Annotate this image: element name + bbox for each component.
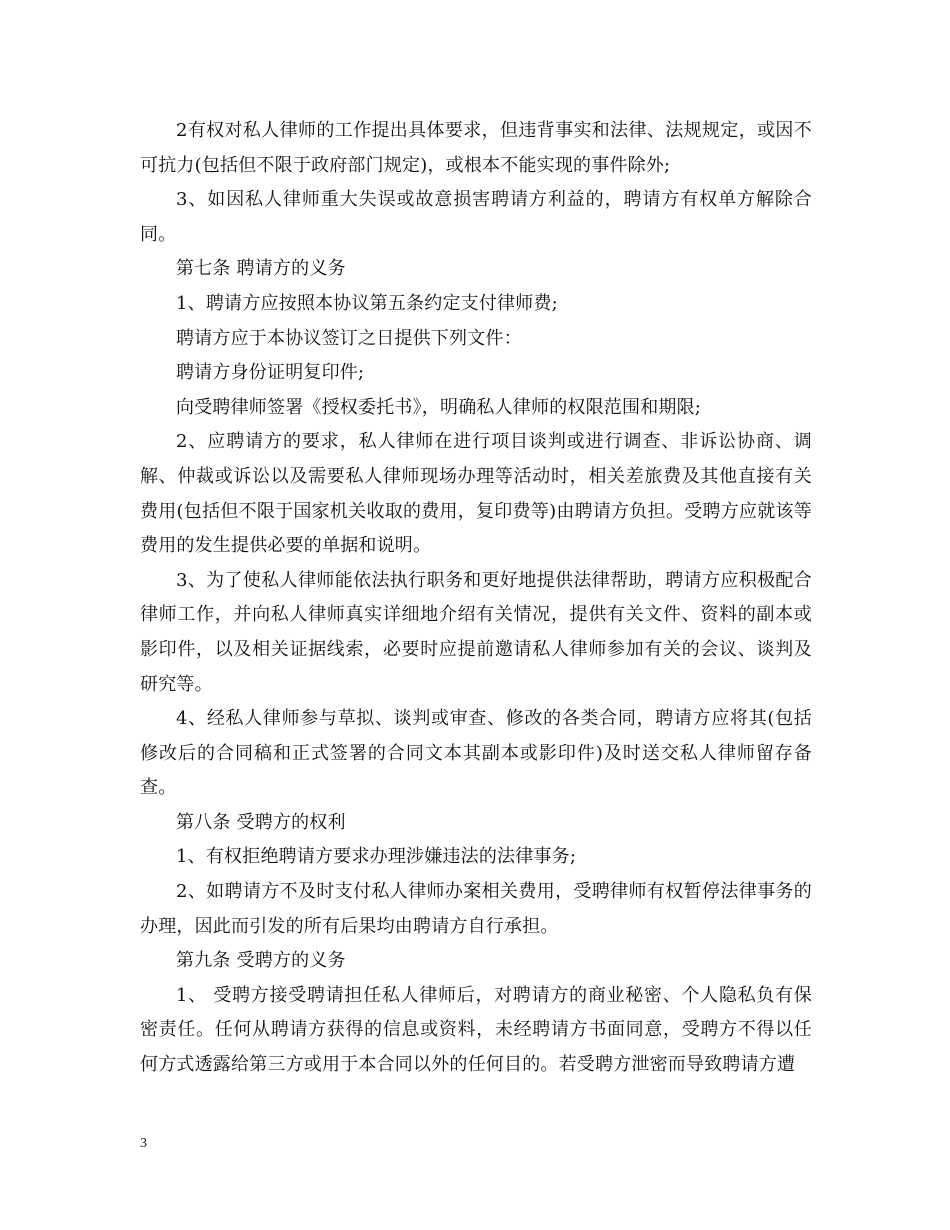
paragraph-lawyer-right-1: 1、有权拒绝聘请方要求办理涉嫌违法的法律事务;	[176, 846, 577, 868]
paragraph-id-copy: 聘请方身份证明复印件;	[176, 362, 365, 384]
paragraph-obligation-4: 4、经私人律师参与草拟、谈判或审查、修改的各类合同，聘请方应将其(包括修改后的合同稿和正式签署的合同文本其副本或影印件)及时送交私人律师留存备查。	[140, 708, 812, 799]
paragraph-confidentiality: 1、 受聘方接受聘请担任私人律师后，对聘请方的商业秘密、个人隐私负有保密责任。任何从聘请方获得的信息或资料，未经聘请方书面同意，受聘方不得以任何方式透露给第三方或用于本合同以外的任何目的。若受聘方泄密而导致聘请方遭	[140, 984, 812, 1076]
paragraph-right-3: 3、如因私人律师重大失误或故意损害聘请方利益的，聘请方有权单方解除合同。	[140, 189, 812, 245]
paragraph-right-2: 2有权对私人律师的工作提出具体要求，但违背事实和法律、法规规定，或因不可抗力(包括但不限于政府部门规定)，或根本不能实现的事件除外;	[140, 120, 812, 176]
article-8-heading: 第八条 受聘方的权利	[176, 811, 346, 833]
page-number: 3	[140, 1136, 147, 1151]
paragraph-obligation-2: 2、应聘请方的要求，私人律师在进行项目谈判或进行调查、非诉讼协商、调解、仲裁或诉讼以及需要私人律师现场办理等活动时，相关差旅费及其他直接有关费用(包括但不限于国家机关收取的费用，复印费等)由聘请方负担。受聘方应就该等费用的发生提供必要的单据和说明。	[140, 431, 812, 557]
document-body	[140, 114, 812, 1083]
article-9-heading: 第九条 受聘方的义务	[176, 950, 346, 972]
paragraph-power-of-attorney: 向受聘律师签署《授权委托书》，明确私人律师的权限范围和期限;	[176, 396, 702, 418]
article-7-heading: 第七条 聘请方的义务	[176, 258, 346, 280]
paragraph-obligation-1: 1、聘请方应按照本协议第五条约定支付律师费;	[176, 292, 558, 314]
paragraph-obligation-3: 3、为了使私人律师能依法执行职务和更好地提供法律帮助，聘请方应积极配合律师工作，并向私人律师真实详细地介绍有关情况，提供有关文件、资料的副本或影印件，以及相关证据线索，必要时应提前邀请私人律师参加有关的会议、谈判及研究等。	[140, 569, 812, 695]
paragraph-documents-intro: 聘请方应于本协议签订之日提供下列文件：	[176, 327, 522, 349]
paragraph-lawyer-right-2: 2、如聘请方不及时支付私人律师办案相关费用，受聘律师有权暂停法律事务的办理，因此而引发的所有后果均由聘请方自行承担。	[140, 881, 812, 937]
